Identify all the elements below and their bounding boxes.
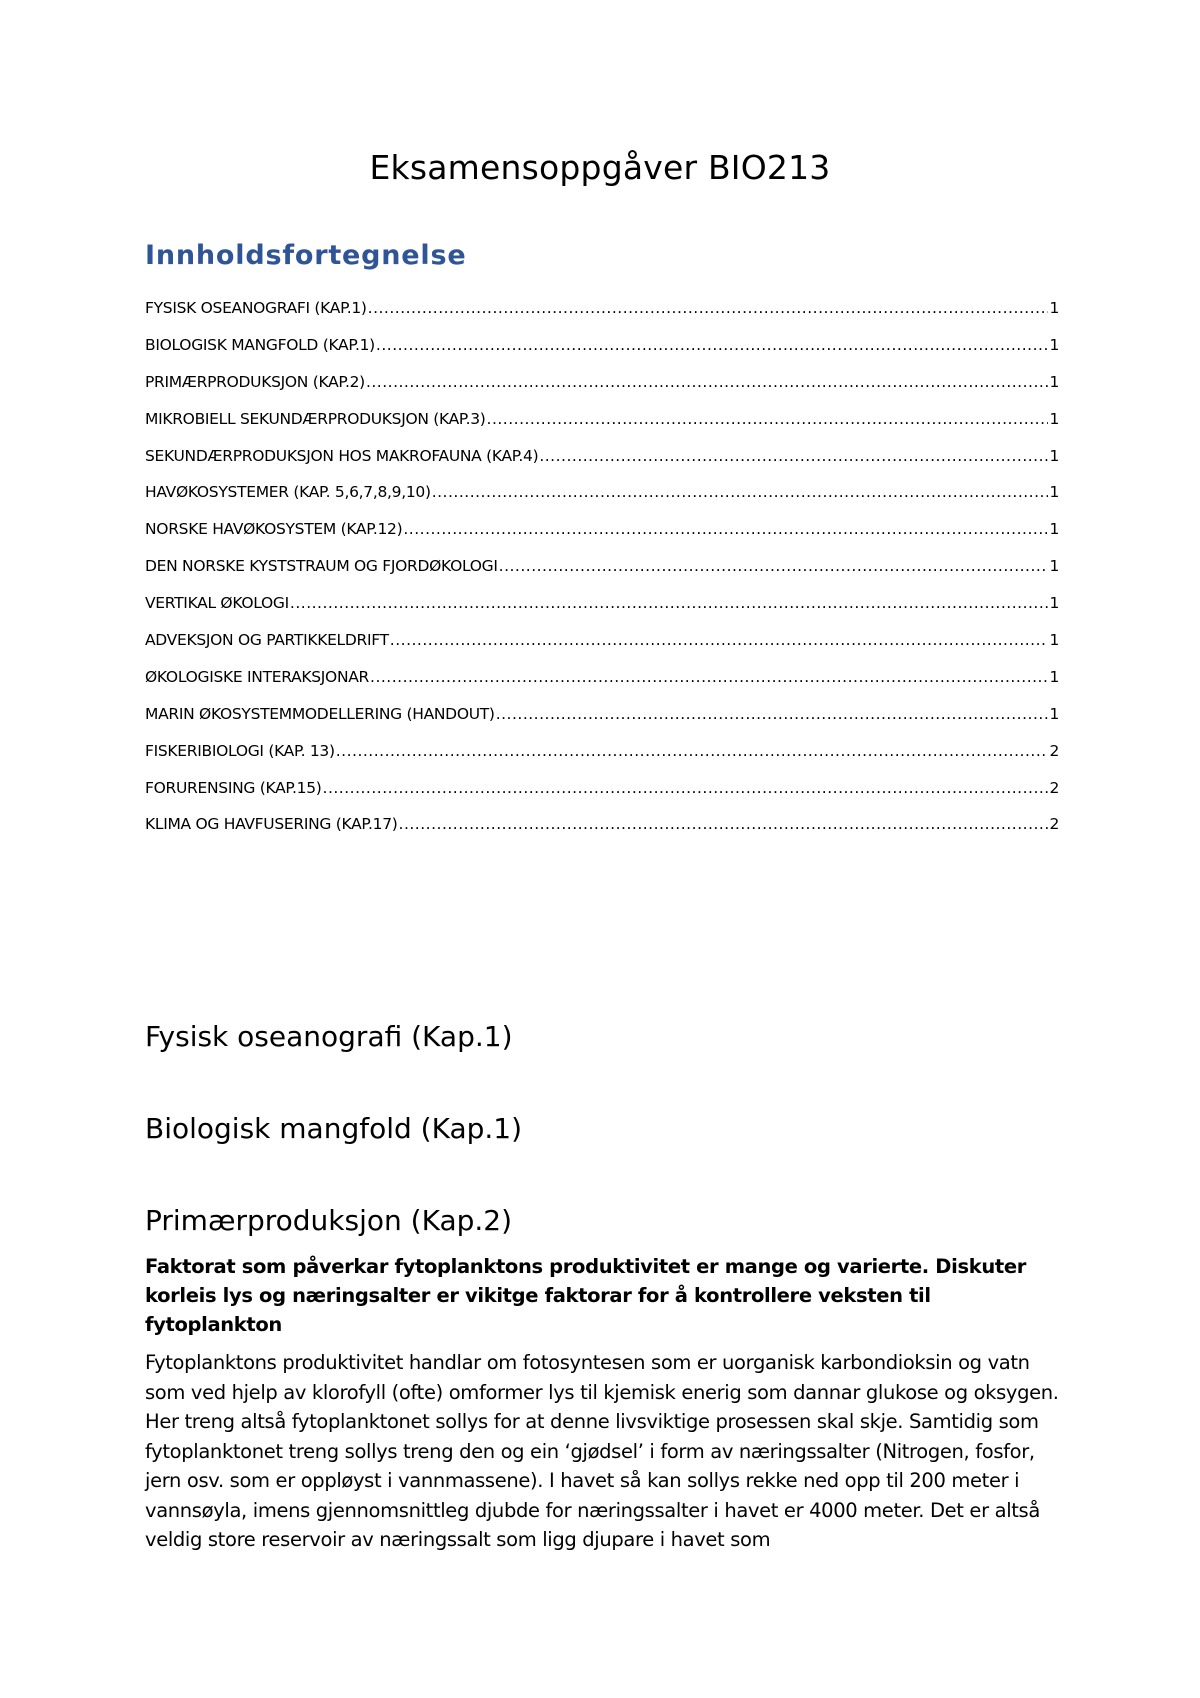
toc-entry-page-number: 1 [1049, 557, 1059, 576]
toc-entry-label[interactable]: KLIMA OG HAVFUSERING (KAP.17) [145, 815, 398, 834]
toc-leader-dots [487, 401, 1049, 438]
toc-entry-page-number: 1 [1049, 483, 1059, 502]
toc-entry-page-number: 1 [1049, 372, 1059, 391]
toc-entry[interactable] [145, 364, 1059, 401]
toc-entry-label[interactable]: HAVØKOSYSTEMER (KAP. 5,6,7,8,9,10) [145, 483, 431, 502]
answer-paragraph: Fytoplanktons produktivitet handlar om fotosyntesen som er uorganisk karbondioksin og vatn som ved hjelp av klorofyll (ofte) omformer lys til kjemisk enerig som dannar glukose og oksygen. Her treng altså fytoplanktonet sollys for at denne livsviktige prosessen skal skje. Samtidig som fytoplanktonet treng sollys treng den og ein ‘gjødsel’ i form av næringssalter (Nitrogen, fosfor, jern osv. som er oppløyst i vannmassene). I havet så kan sollys rekke ned opp til 200 meter i vannsøyla, imens gjennomsnittleg djubde for næringssalter i havet er 4000 meter. Det er altså veldig store reservoir av næringssalt som ligg djupare i havet som [145, 1351, 1059, 1551]
toc-entry-label[interactable]: DEN NORSKE KYSTSTRAUM OG FJORDØKOLOGI [145, 557, 498, 576]
toc-entry[interactable] [145, 770, 1059, 807]
toc-leader-dots [376, 327, 1049, 364]
toc-leader-dots [403, 511, 1048, 548]
toc-entry[interactable] [145, 622, 1059, 659]
toc-leader-dots [323, 770, 1049, 807]
section-heading-biologisk-mangfold: Biologisk mangfold (Kap.1) [145, 1112, 523, 1145]
toc-entry-label[interactable]: FISKERIBIOLOGI (KAP. 13) [145, 741, 335, 760]
toc-entry-page-number: 1 [1049, 299, 1059, 317]
toc-entry-label[interactable]: NORSKE HAVØKOSYSTEM (KAP.12) [145, 520, 403, 539]
toc-entry[interactable] [145, 696, 1059, 733]
toc-entry[interactable] [145, 511, 1059, 548]
toc-entry-label[interactable]: VERTIKAL ØKOLOGI [145, 594, 289, 613]
toc-entry[interactable] [145, 548, 1059, 585]
toc-leader-dots [290, 585, 1049, 622]
toc-leader-dots [496, 696, 1049, 733]
toc-entry[interactable] [145, 327, 1059, 364]
toc-entry-page-number: 1 [1049, 667, 1059, 686]
exam-question: Faktorat som påverkar fytoplanktons produktivitet er mange og varierte. Diskuter korleis lys og næringsalter er vikitge faktorar for å kontrollere veksten til fytoplankton [145, 1255, 1026, 1336]
toc-entry[interactable] [145, 438, 1059, 475]
toc-entry-page-number: 2 [1049, 741, 1059, 760]
toc-entry-page-number: 1 [1049, 409, 1059, 428]
toc-entry[interactable] [145, 585, 1059, 622]
toc-entry-label[interactable]: MARIN ØKOSYSTEMMODELLERING (HANDOUT) [145, 704, 495, 723]
toc-leader-dots [366, 364, 1049, 401]
toc-entry-page-number: 2 [1049, 815, 1059, 834]
toc-entry-label[interactable]: FORURENSING (KAP.15) [145, 778, 322, 797]
toc-leader-dots [390, 622, 1049, 659]
toc-entry-label[interactable]: PRIMÆRPRODUKSJON (KAP.2) [145, 372, 365, 391]
toc-entry[interactable] [145, 474, 1059, 511]
toc-entry-page-number: 1 [1049, 335, 1059, 354]
toc-entry[interactable] [145, 290, 1059, 327]
toc-entry-page-number: 1 [1049, 594, 1059, 613]
toc-entry-page-number: 2 [1049, 778, 1059, 797]
toc-leader-dots [368, 290, 1049, 327]
toc-entry-label[interactable]: MIKROBIELL SEKUNDÆRPRODUKSJON (KAP.3) [145, 409, 486, 428]
toc-entry-label[interactable]: ØKOLOGISKE INTERAKSJONAR [145, 667, 370, 686]
toc-leader-dots [370, 659, 1048, 696]
section-heading-primaerproduksjon: Primærproduksjon (Kap.2) [145, 1204, 513, 1237]
toc-entry-page-number: 1 [1049, 704, 1059, 723]
toc-entry-page-number: 1 [1049, 631, 1059, 650]
toc-entry-label[interactable]: ADVEKSJON OG PARTIKKELDRIFT [145, 631, 389, 650]
section-heading-fysisk-oseanografi: Fysisk oseanografi (Kap.1) [145, 1020, 513, 1053]
toc-leader-dots [336, 733, 1049, 770]
toc-leader-dots [399, 806, 1049, 843]
toc-entry-label[interactable]: BIOLOGISK MANGFOLD (KAP.1) [145, 335, 375, 354]
toc-heading: Innholdsfortegnelse [145, 240, 467, 271]
toc-entry[interactable] [145, 659, 1059, 696]
toc-entry[interactable] [145, 806, 1059, 843]
toc-leader-dots [499, 548, 1049, 585]
document-title: Eksamensoppgåver BIO213 [369, 148, 831, 187]
toc-entry[interactable] [145, 401, 1059, 438]
toc-entry-page-number: 1 [1049, 446, 1059, 465]
toc-entry-label[interactable]: FYSISK OSEANOGRAFI (KAP.1) [145, 299, 367, 317]
toc-entry-page-number: 1 [1049, 520, 1059, 539]
toc-leader-dots [539, 438, 1048, 475]
toc-entry-label[interactable]: SEKUNDÆRPRODUKSJON HOS MAKROFAUNA (KAP.4) [145, 446, 539, 465]
toc-entry[interactable] [145, 733, 1059, 770]
toc-leader-dots [432, 474, 1049, 511]
table-of-contents [145, 290, 1059, 843]
